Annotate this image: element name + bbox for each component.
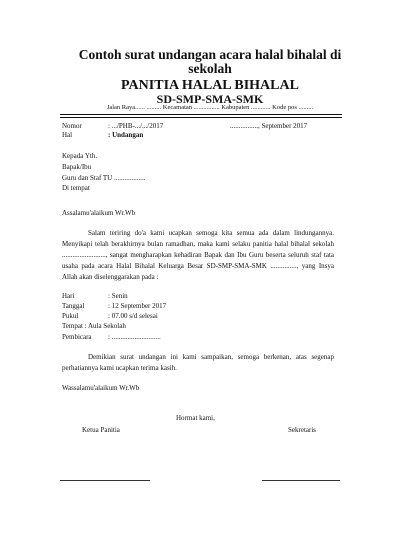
regards-text: Hormat kami, (176, 414, 215, 422)
body-paragraph: Salam teriring do'a kami ucapkan semoga kita semua ada dalam lindungannya. Menyikapi telah berakhirnya bulan ramadhan, maka kami selaku panitia halal bihalal sekolah ........................., sangat mengharapkan kehadiran Bapak dan Ibu Guru beserta seluruh staf tata usaha pada acara Halal Bihalal Keluarga Besar SD-SMP-SMA-SMK ..............., yang Insya Allah akan diselenggarakan pada : (62, 229, 334, 281)
hal-value: : Undangan (108, 131, 144, 139)
chairman-title: Ketua Panitia (82, 426, 120, 434)
committee-name: PANITIA HALAL BIHALAL (121, 78, 299, 93)
header-rule-thin (60, 117, 342, 118)
hari-value: : Senin (108, 292, 128, 300)
address-line: Jalan Raya...... ......... Kecamatan ................ Kabupaten ............ Kode pos ......... (106, 104, 314, 111)
chairman-signature-line (60, 480, 150, 481)
recipient-line-4: Di tempat (62, 184, 90, 192)
header-rule-thick (60, 114, 342, 115)
letter-date: ................, September 2017 (230, 122, 308, 130)
closing-paragraph: Demikian surat undangan ini kami sampaikan, semoga berkenan, atas segenap perhatiannya kami ucapkan terima kasih. (62, 353, 334, 372)
recipient-line-1: Kepada Yth. (62, 152, 98, 160)
secretary-signature-line (262, 480, 340, 481)
school-levels: SD-SMP-SMA-SMK (156, 92, 264, 106)
recipient-line-3: Guru dan Staf TU .................. (62, 174, 146, 182)
nomor-label: Nomor (62, 122, 82, 130)
pukul-value: : 07.00 s/d selesai (108, 312, 158, 320)
recipient-line-2: Bapak/Ibu (62, 163, 92, 171)
hari-label: Hari (62, 292, 75, 300)
pukul-label: Pukul (62, 312, 79, 320)
closing-greeting: Wassalamu'alaikum Wr.Wb (62, 384, 140, 392)
nomor-value: : .../PHB-.../.../2017 (108, 122, 164, 130)
tempat-line: Tempat : Aula Sekolah (62, 322, 126, 330)
tanggal-label: Tanggal (62, 302, 85, 310)
hal-label: Hal (62, 131, 73, 139)
letter-title: Contoh surat undangan acara halal bihalal di sekolah (78, 47, 342, 76)
opening-greeting: Assalamu'alaikum Wr.Wb (62, 209, 136, 217)
pembicara-value: : ............................ (108, 333, 161, 341)
pembicara-label: Pembicara (62, 333, 92, 341)
tanggal-value: : 12 September 2017 (108, 302, 167, 310)
secretary-title: Sekretaris (288, 426, 316, 434)
